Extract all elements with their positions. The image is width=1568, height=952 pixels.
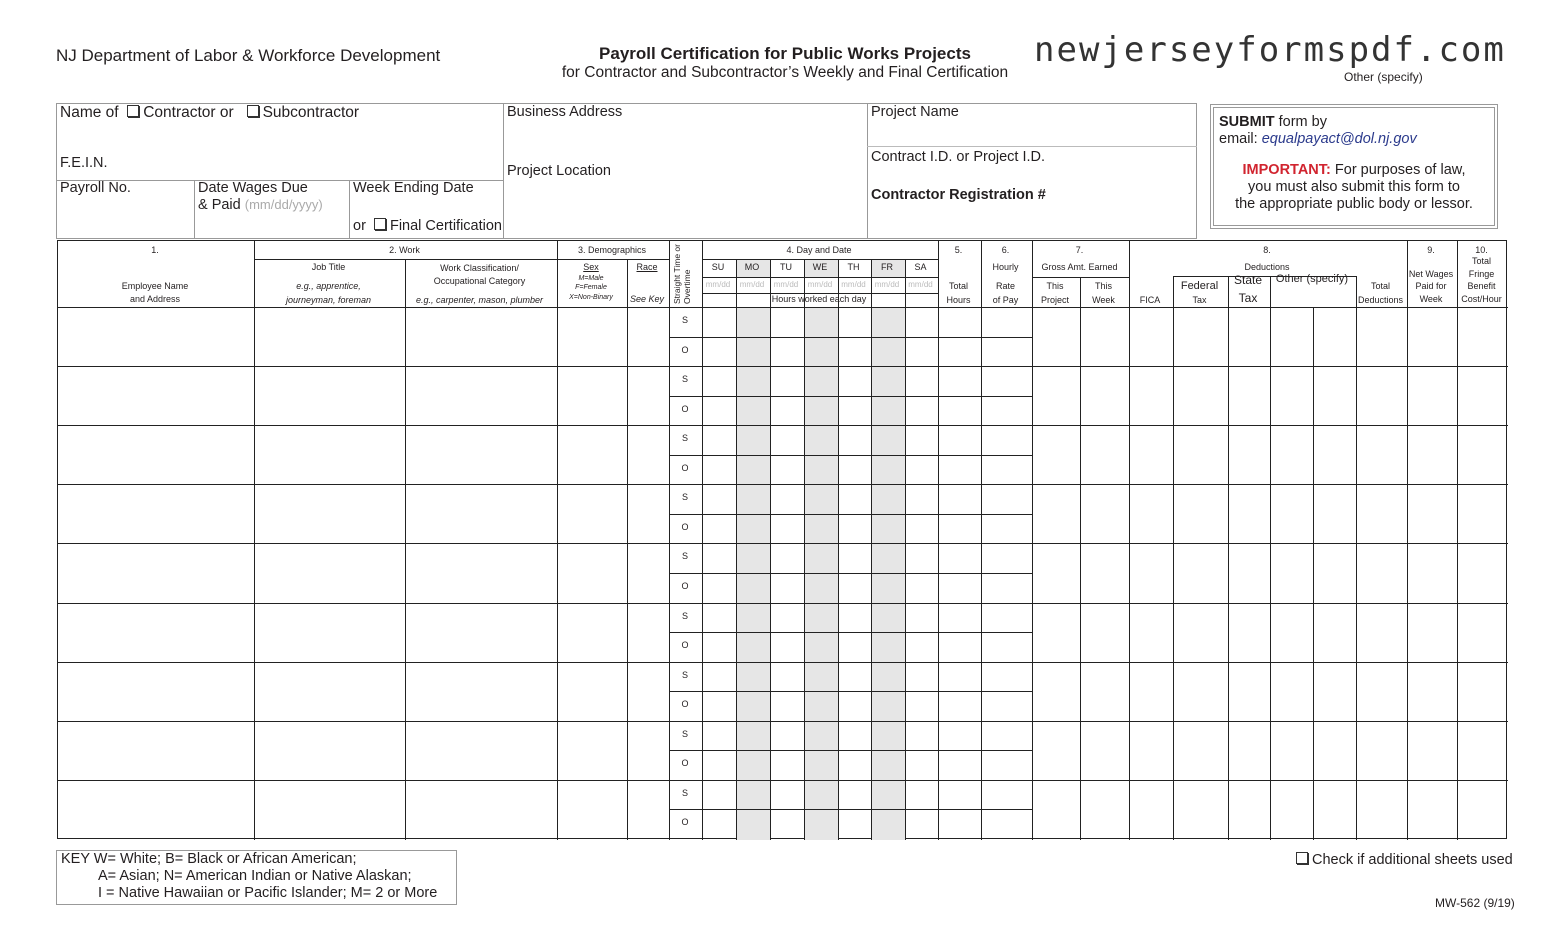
watermark: newjerseyformspdf.com [1034, 30, 1506, 70]
overtime-marker: O [681, 817, 689, 827]
payroll-table[interactable] [57, 240, 1507, 839]
date-wages-label: Date Wages Due [198, 180, 308, 196]
project-location-label: Project Location [507, 163, 611, 179]
contractor-checkbox[interactable] [127, 105, 139, 117]
day-date-field[interactable]: mm/dd [807, 280, 833, 289]
straight-time-marker: S [681, 492, 688, 502]
overtime-marker: O [681, 404, 689, 414]
overtime-marker: O [681, 699, 689, 709]
day-header-th: TH [847, 262, 860, 272]
project-name-label: Project Name [871, 104, 959, 120]
form-number: MW-562 (9/19) [1435, 896, 1515, 910]
day-date-field[interactable]: mm/dd [739, 280, 765, 289]
form-title: Payroll Certification for Public Works Projects [599, 44, 971, 63]
straight-time-marker: S [681, 374, 688, 384]
form-subtitle: for Contractor and Subcontractor’s Weekly and Final Certification [561, 64, 1009, 81]
straight-time-marker: S [681, 670, 688, 680]
overtime-marker: O [681, 758, 689, 768]
overtime-marker: O [681, 522, 689, 532]
day-header-tu: TU [780, 262, 792, 272]
date-wages-paid-label: & Paid (mm/dd/yyyy) [198, 197, 323, 213]
final-certification-label: or Final Certification [353, 218, 502, 234]
overtime-marker: O [681, 581, 689, 591]
additional-sheets-label: Check if additional sheets used [1296, 852, 1513, 868]
day-date-field[interactable]: mm/dd [705, 280, 731, 289]
day-date-field[interactable]: mm/dd [841, 280, 866, 289]
key-line-3: I = Native Hawaiian or Pacific Islander; M= 2 or More [98, 885, 438, 901]
day-header-su: SU [711, 262, 725, 272]
key-line-2: A= Asian; N= American Indian or Native Alaskan; [98, 868, 412, 884]
day-header-we: WE [812, 262, 828, 272]
contract-id-label: Contract I.D. or Project I.D. [871, 149, 1046, 165]
overtime-marker: O [681, 640, 689, 650]
day-date-field[interactable]: mm/dd [874, 280, 900, 289]
week-ending-label: Week Ending Date [353, 180, 474, 196]
straight-time-marker: S [681, 611, 688, 621]
day-date-field[interactable]: mm/dd [908, 280, 933, 289]
contractor-registration-label: Contractor Registration # [871, 187, 1046, 203]
final-certification-checkbox[interactable] [374, 218, 386, 230]
name-of-label: Name of Contractor or Subcontractor [60, 104, 360, 121]
overtime-marker: O [681, 345, 689, 355]
other-specify-label: Other (specify) [1344, 70, 1423, 84]
straight-time-overtime-label: Straight Time or Overtime [672, 244, 692, 304]
subcontractor-checkbox[interactable] [247, 105, 259, 117]
payroll-no-label: Payroll No. [60, 180, 131, 196]
day-header-fr: FR [881, 262, 893, 272]
straight-time-marker: S [681, 729, 688, 739]
submit-email-link[interactable]: equalpayact@dol.nj.gov [1261, 131, 1417, 147]
project-name-box[interactable] [867, 103, 1197, 239]
fein-label: F.E.I.N. [60, 155, 108, 171]
date-format-hint: (mm/dd/yyyy) [244, 197, 323, 212]
straight-time-marker: S [681, 551, 688, 561]
overtime-marker: O [681, 463, 689, 473]
additional-sheets-checkbox[interactable] [1296, 852, 1308, 864]
straight-time-marker: S [681, 433, 688, 443]
day-date-field[interactable]: mm/dd [773, 280, 799, 289]
race-key [56, 850, 457, 905]
straight-time-marker: S [681, 788, 688, 798]
submit-instructions: SUBMIT form by email: equalpayact@dol.nj.gov IMPORTANT: For purposes of law, you must also submit this form to the appropriate public body or lessor. [1210, 104, 1498, 229]
business-address-label: Business Address [507, 104, 623, 120]
straight-time-marker: S [681, 315, 688, 325]
agency-name: NJ Department of Labor & Workforce Development [56, 46, 441, 65]
day-header-sa: SA [914, 262, 927, 272]
key-line-1: KEY W= White; B= Black or African American; [61, 851, 357, 867]
day-header-mo: MO [744, 262, 760, 272]
